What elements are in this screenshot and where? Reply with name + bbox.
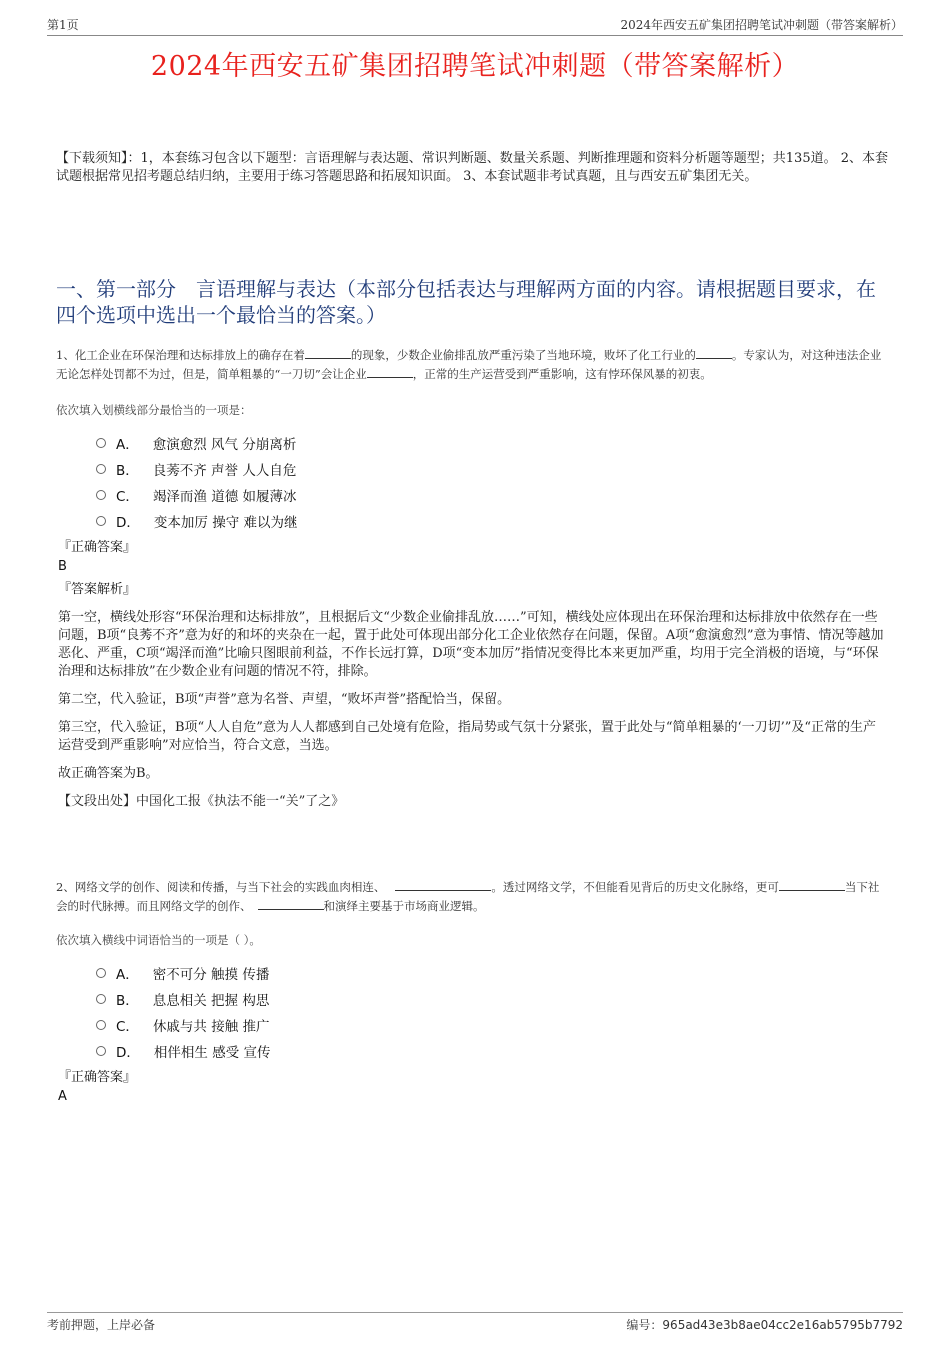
answer-blank [305, 346, 351, 359]
option-c[interactable]: C． 休戚与共 接触 推广 [56, 1012, 888, 1038]
correct-answer: A [58, 1089, 67, 1104]
question-2-prompt: 依次填入横线中词语恰当的一项是（ ）。 [56, 933, 261, 947]
section-heading: 一、第一部分 言语理解与表达（本部分包括表达与理解两方面的内容。请根据题目要求，在四个选项中选出一个最恰当的答案。） [56, 277, 876, 327]
question-2 [56, 878, 888, 1106]
radio-icon[interactable] [96, 1020, 106, 1030]
option-b[interactable]: B． 息息相关 把握 构思 [56, 986, 888, 1012]
answer-blank [779, 878, 845, 891]
header-doc-title: 2024年西安五矿集团招聘笔试冲刺题（带答案解析） [620, 18, 903, 32]
radio-icon[interactable] [96, 438, 106, 448]
correct-answer-label: 『正确答案』 [58, 540, 137, 555]
analysis-paragraph: 第一空，横线处形容“环保治理和达标排放”，且根据后文“少数企业偷排乱放……”可知，横线处应体现出在环保治理和达标排放中依然存在一些问题，B项“良莠不齐”意为好的和坏的夹杂在一起，置于此处可体现出部分化工企业依然存在问题，保留。A项“愈演愈烈”意为事情、情况等越加恶化、严重，C项“竭泽而渔”比喻只图眼前利益，不作长远打算，D项“变本加厉”指情况变得比本来更加严重，均用于完全消极的语境，与“环保治理和达标排放”在少数企业有问题的情况不符，排除。 [58, 610, 884, 679]
radio-icon[interactable] [96, 464, 106, 474]
radio-icon[interactable] [96, 968, 106, 978]
question-1-prompt: 依次填入划横线部分最恰当的一项是： [56, 403, 252, 417]
analysis-paragraph: 第二空，代入验证，B项“声誉”意为名誉、声望，“败坏声誉”搭配恰当，保留。 [58, 692, 511, 707]
footer-slogan: 考前押题，上岸必备 [47, 1318, 156, 1332]
option-d[interactable]: D． 变本加厉 操守 难以为继 [56, 508, 888, 534]
option-d[interactable]: D． 相伴相生 感受 宣传 [56, 1038, 888, 1064]
option-a[interactable]: A． 密不可分 触摸 传播 [56, 960, 888, 986]
correct-answer-label: 『正确答案』 [58, 1070, 137, 1085]
source-citation: 【文段出处】中国化工报《执法不能一“关”了之》 [58, 794, 345, 809]
option-a[interactable]: A． 愈演愈烈 风气 分崩离析 [56, 430, 888, 456]
correct-answer: B [58, 559, 67, 574]
option-c[interactable]: C． 竭泽而渔 道德 如履薄冰 [56, 482, 888, 508]
answer-blank [696, 346, 732, 359]
radio-icon[interactable] [96, 994, 106, 1004]
radio-icon[interactable] [96, 490, 106, 500]
analysis-paragraph: 故正确答案为B。 [58, 766, 159, 781]
download-notice: 【下载须知】：1，本套练习包含以下题型：言语理解与表达题、常识判断题、数量关系题、判断推理题和资料分析题等题型；共135道。 2、本套试题根据常见招考题总结归纳，主要用于练习答题思路和拓展知识面。 3、本套试题非考试真题，且与西安五矿集团无关。 [56, 151, 888, 184]
answer-blank [367, 365, 413, 378]
answer-blank [395, 878, 491, 891]
document-title: 2024年西安五矿集团招聘笔试冲刺题（带答案解析） [150, 51, 800, 82]
page-footer [47, 1312, 903, 1333]
document-serial: 编号：965ad43e3b8ae04cc2e16ab5795b7792 [626, 1318, 903, 1332]
page-number: 第1页 [47, 18, 79, 32]
answer-blank [258, 897, 324, 910]
analysis-paragraph: 第三空，代入验证，B项“人人自危”意为人人都感到自己处境有危险，指局势或气氛十分紧张，置于此处与“简单粗暴的‘一刀切’”及“正常的生产运营受到严重影响”对应恰当，符合文意，当选。 [58, 720, 877, 753]
question-2-text: 2、网络文学的创作、阅读和传播，与当下社会的实践血肉相连、 。透过网络文学，不但能看见背后的历史文化脉络，更可 当下社会的时代脉搏。而且网络文学的创作、 和演绎主要基于市场商业逻辑。 [56, 880, 880, 913]
question-1 [56, 346, 888, 811]
question-1-text: 1、化工企业在环保治理和达标排放上的确存在着 的现象，少数企业偷排乱放严重污染了当地环境，败坏了化工行业的 。专家认为，对这种违法企业无论怎样处罚都不为过，但是，简单粗暴的“一刀切”会让企业 ，正常的生产运营受到严重影响，这有悖环保风暴的初衷。 [56, 348, 882, 381]
page-header [47, 13, 903, 36]
analysis-label: 『答案解析』 [58, 582, 137, 597]
option-b[interactable]: B． 良莠不齐 声誉 人人自危 [56, 456, 888, 482]
radio-icon[interactable] [96, 1046, 106, 1056]
radio-icon[interactable] [96, 516, 106, 526]
